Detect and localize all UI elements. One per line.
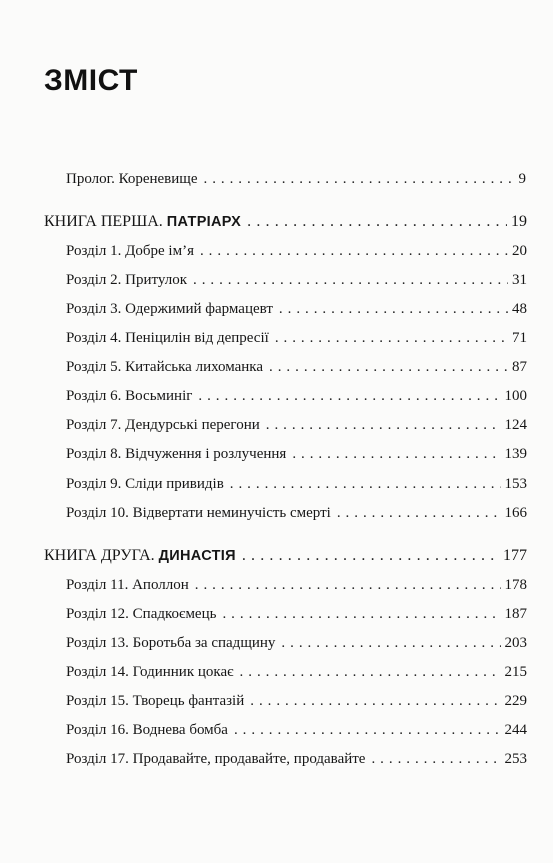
toc-entry-chapter (66, 503, 527, 523)
dot-leader (279, 299, 508, 319)
entry-page-number: 244 (504, 722, 527, 738)
page-title: ЗМІСТ (44, 64, 138, 97)
toc-entry-chapter (66, 357, 527, 377)
dot-leader (275, 328, 508, 348)
entry-title: Пролог. Кореневище (66, 171, 198, 187)
dot-leader (230, 474, 501, 494)
entry-title: Розділ 14. Годинник цокає (66, 664, 234, 680)
entry-page-number: 178 (504, 577, 527, 593)
entry-title: Розділ 16. Воднева бомба (66, 722, 228, 738)
entry-page-number: 153 (504, 476, 527, 492)
dot-leader (269, 357, 508, 377)
dot-leader (250, 691, 500, 711)
entry-page-number: 166 (504, 505, 527, 521)
dot-leader (281, 633, 500, 653)
dot-leader (200, 241, 508, 261)
entry-page-number: 71 (512, 330, 527, 346)
entry-title: Розділ 3. Одержимий фармацевт (66, 301, 273, 317)
dot-leader (198, 386, 500, 406)
entry-title: Розділ 8. Відчуження і розлучення (66, 446, 287, 462)
entry-page-number: 203 (504, 635, 527, 651)
toc-entry-chapter (66, 328, 527, 348)
toc-entry-chapter (66, 575, 527, 595)
toc-entry-chapter (66, 241, 527, 261)
toc-entry-chapter (66, 415, 527, 435)
dot-leader (292, 444, 500, 464)
part-label: КНИГА ДРУГА. (44, 547, 159, 564)
entry-title: Розділ 11. Аполлон (66, 577, 189, 593)
dot-leader (247, 212, 507, 232)
entry-page-number: 87 (512, 359, 527, 375)
toc-entry-chapter (66, 749, 527, 769)
entry-title: Розділ 2. Притулок (66, 272, 187, 288)
entry-page-number: 20 (512, 243, 527, 259)
toc-entry-chapter (66, 444, 527, 464)
toc-entry-chapter (66, 633, 527, 653)
toc-entry-chapter (66, 270, 527, 290)
entry-page-number: 253 (504, 751, 527, 767)
dot-leader (204, 169, 515, 189)
entry-page-number: 31 (512, 272, 527, 288)
entry-title: Розділ 6. Восьминіг (66, 388, 193, 404)
entry-title: Розділ 12. Спадкоємець (66, 606, 217, 622)
entry-title: Розділ 7. Дендурські перегони (66, 417, 260, 433)
dot-leader (234, 720, 501, 740)
dot-leader (195, 575, 501, 595)
dot-leader (240, 662, 501, 682)
entry-page-number: 100 (504, 388, 527, 404)
toc-entry-chapter (66, 604, 527, 624)
entry-page-number: 187 (504, 606, 527, 622)
entry-title: Розділ 15. Творець фантазій (66, 693, 245, 709)
dot-leader (242, 546, 499, 566)
entry-page-number: 229 (504, 693, 527, 709)
toc-entry-part-two (44, 546, 527, 566)
toc-entry-chapter (66, 386, 527, 406)
entry-title: Розділ 4. Пеніцилін від депресії (66, 330, 269, 346)
toc-entry-prologue (66, 169, 526, 189)
toc-entry-chapter (66, 299, 527, 319)
entry-page-number: 19 (511, 213, 527, 230)
entry-title: Розділ 5. Китайська лихоманка (66, 359, 264, 375)
entry-page-number: 215 (504, 664, 527, 680)
dot-leader (266, 415, 501, 435)
dot-leader (371, 749, 500, 769)
entry-page-number: 48 (512, 301, 527, 317)
entry-page-number: 139 (504, 446, 527, 462)
entry-title: Розділ 10. Відвертати неминучість смерті (66, 505, 331, 521)
toc-entry-part-one (44, 212, 527, 232)
entry-page-number: 177 (503, 547, 527, 564)
entry-page-number: 9 (518, 171, 526, 187)
part-label: КНИГА ПЕРША. (44, 213, 167, 230)
part-name: ПАТРІАРХ (166, 214, 242, 230)
entry-page-number: 124 (504, 417, 527, 433)
toc-entry-chapter (66, 474, 527, 494)
dot-leader (193, 270, 508, 290)
toc-entry-chapter (66, 691, 527, 711)
dot-leader (222, 604, 500, 624)
part-name: ДИНАСТІЯ (158, 548, 236, 564)
entry-title: Розділ 1. Добре ім’я (66, 243, 194, 259)
toc-entry-chapter (66, 662, 527, 682)
dot-leader (337, 503, 501, 523)
entry-title: Розділ 13. Боротьба за спадщину (66, 635, 276, 651)
toc-entry-chapter (66, 720, 527, 740)
entry-title: Розділ 17. Продавайте, продавайте, продавайте (66, 751, 366, 767)
entry-title: Розділ 9. Сліди привидів (66, 476, 224, 492)
